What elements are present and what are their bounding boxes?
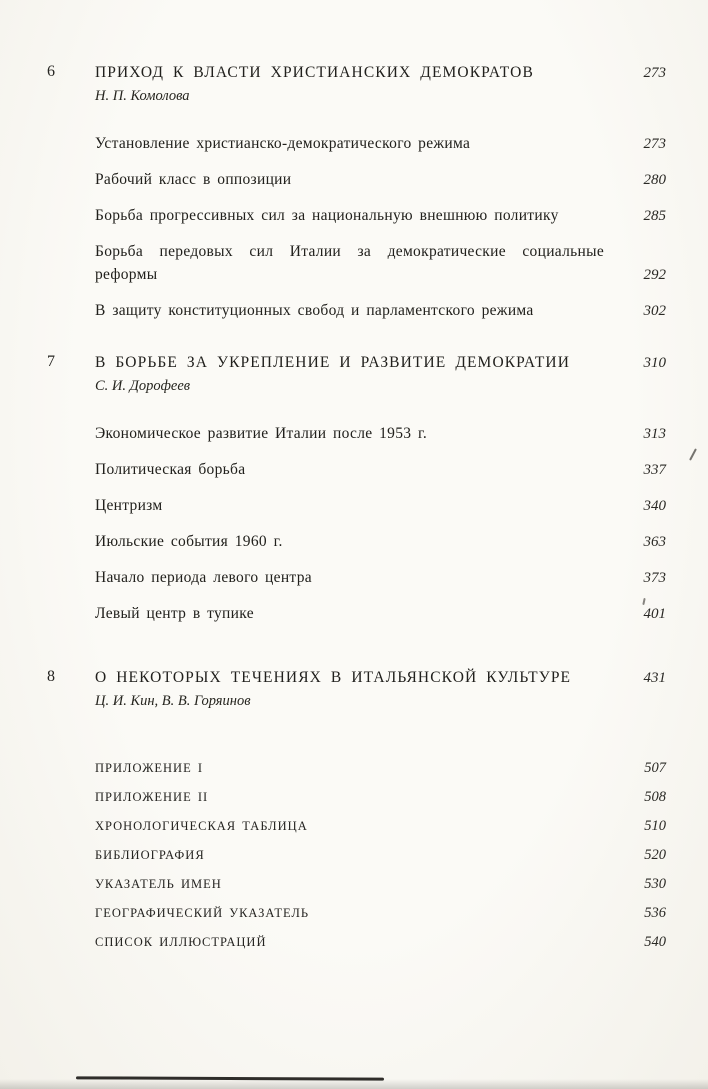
toc-row [95, 602, 666, 625]
toc-row [95, 530, 666, 553]
chapter-block-6 [47, 62, 666, 322]
chapter-title-row [95, 62, 666, 84]
backmatter-title: ХРОНОЛОГИЧЕСКАЯ ТАБЛИЦА [95, 819, 308, 833]
section-page-number: 313 [643, 426, 666, 442]
section-page-number: 373 [643, 570, 666, 586]
backmatter-row [95, 759, 666, 777]
chapter-number: 6 [47, 63, 55, 80]
scan-artifact-bottom-shade [0, 1079, 708, 1089]
chapter-title-row [95, 667, 666, 689]
backmatter-title: БИБЛИОГРАФИЯ [95, 848, 205, 862]
toc-row [95, 566, 666, 589]
chapter-block-8 [47, 667, 666, 711]
section-list [95, 422, 666, 625]
backmatter-page-number: 530 [644, 876, 666, 892]
backmatter-page-number: 510 [644, 818, 666, 834]
section-page-number: 280 [643, 172, 666, 188]
section-page-number: 337 [643, 462, 666, 478]
backmatter-page-number: 540 [644, 934, 666, 950]
chapter-authors: С. И. Дорофеев [95, 378, 191, 394]
toc-row [95, 204, 666, 227]
chapter-title: ПРИХОД К ВЛАСТИ ХРИСТИАНСКИХ ДЕМОКРАТОВ [95, 64, 534, 81]
section-title: Начало периода левого центра [95, 569, 312, 586]
chapter-page-number: 273 [643, 65, 666, 81]
section-title: В защиту конституционных свобод и парламентского режима [95, 302, 534, 319]
section-title: Установление христианско-демократического режима [95, 135, 471, 152]
section-title: Борьба передовых сил Италии за демократические социальные реформы [95, 243, 604, 283]
toc-row [95, 240, 666, 286]
chapter-title: О НЕКОТОРЫХ ТЕЧЕНИЯХ В ИТАЛЬЯНСКОЙ КУЛЬТУРЕ [95, 669, 572, 686]
chapter-number: 7 [47, 353, 55, 370]
backmatter-row [95, 846, 666, 864]
backmatter-title: СПИСОК ИЛЛЮСТРАЦИЙ [95, 935, 267, 949]
backmatter-page-number: 507 [644, 760, 666, 776]
backmatter-title: ПРИЛОЖЕНИЕ II [95, 790, 209, 804]
section-title: Экономическое развитие Италии после 1953 г. [95, 425, 428, 442]
section-list [95, 132, 666, 322]
section-page-number: 363 [643, 534, 666, 550]
scan-artifact-slash [689, 448, 697, 460]
chapter-block-7 [47, 352, 666, 625]
backmatter-row [95, 933, 666, 951]
chapter-number: 8 [47, 668, 55, 685]
chapter-authors: Ц. И. Кин, В. В. Горяинов [95, 693, 251, 709]
backmatter-row [95, 904, 666, 922]
chapter-page-number: 310 [643, 355, 666, 371]
toc-row [95, 458, 666, 481]
chapter-page-number: 431 [643, 670, 666, 686]
backmatter-row [95, 788, 666, 806]
toc-row [95, 299, 666, 322]
backmatter-page-number: 520 [644, 847, 666, 863]
backmatter-list [95, 759, 666, 951]
section-page-number: 340 [643, 498, 666, 514]
chapter-title-row [95, 352, 666, 374]
backmatter-title: ГЕОГРАФИЧЕСКИЙ УКАЗАТЕЛЬ [95, 906, 310, 920]
section-title: Борьба прогрессивных сил за национальную внешнюю политику [95, 207, 559, 224]
chapter-authors: Н. П. Комолова [95, 88, 190, 104]
section-title: Политическая борьба [95, 461, 246, 478]
backmatter-row [95, 817, 666, 835]
backmatter-page-number: 536 [644, 905, 666, 921]
toc-row [95, 168, 666, 191]
section-title: Июльские события 1960 г. [95, 533, 283, 550]
section-page-number: 302 [643, 303, 666, 319]
section-page-number: 401 [643, 606, 666, 622]
section-title: Рабочий класс в оппозиции [95, 171, 292, 188]
chapter-title: В БОРЬБЕ ЗА УКРЕПЛЕНИЕ И РАЗВИТИЕ ДЕМОКРАТИИ [95, 354, 570, 371]
toc-row [95, 494, 666, 517]
section-title: Центризм [95, 497, 163, 514]
backmatter-title: УКАЗАТЕЛЬ ИМЕН [95, 877, 222, 891]
section-title: Левый центр в тупике [95, 605, 254, 622]
backmatter-page-number: 508 [644, 789, 666, 805]
backmatter-title: ПРИЛОЖЕНИЕ I [95, 761, 204, 775]
section-page-number: 285 [643, 208, 666, 224]
toc-row [95, 132, 666, 155]
section-page-number: 292 [643, 267, 666, 283]
section-page-number: 273 [643, 136, 666, 152]
backmatter-row [95, 875, 666, 893]
toc-row [95, 422, 666, 445]
